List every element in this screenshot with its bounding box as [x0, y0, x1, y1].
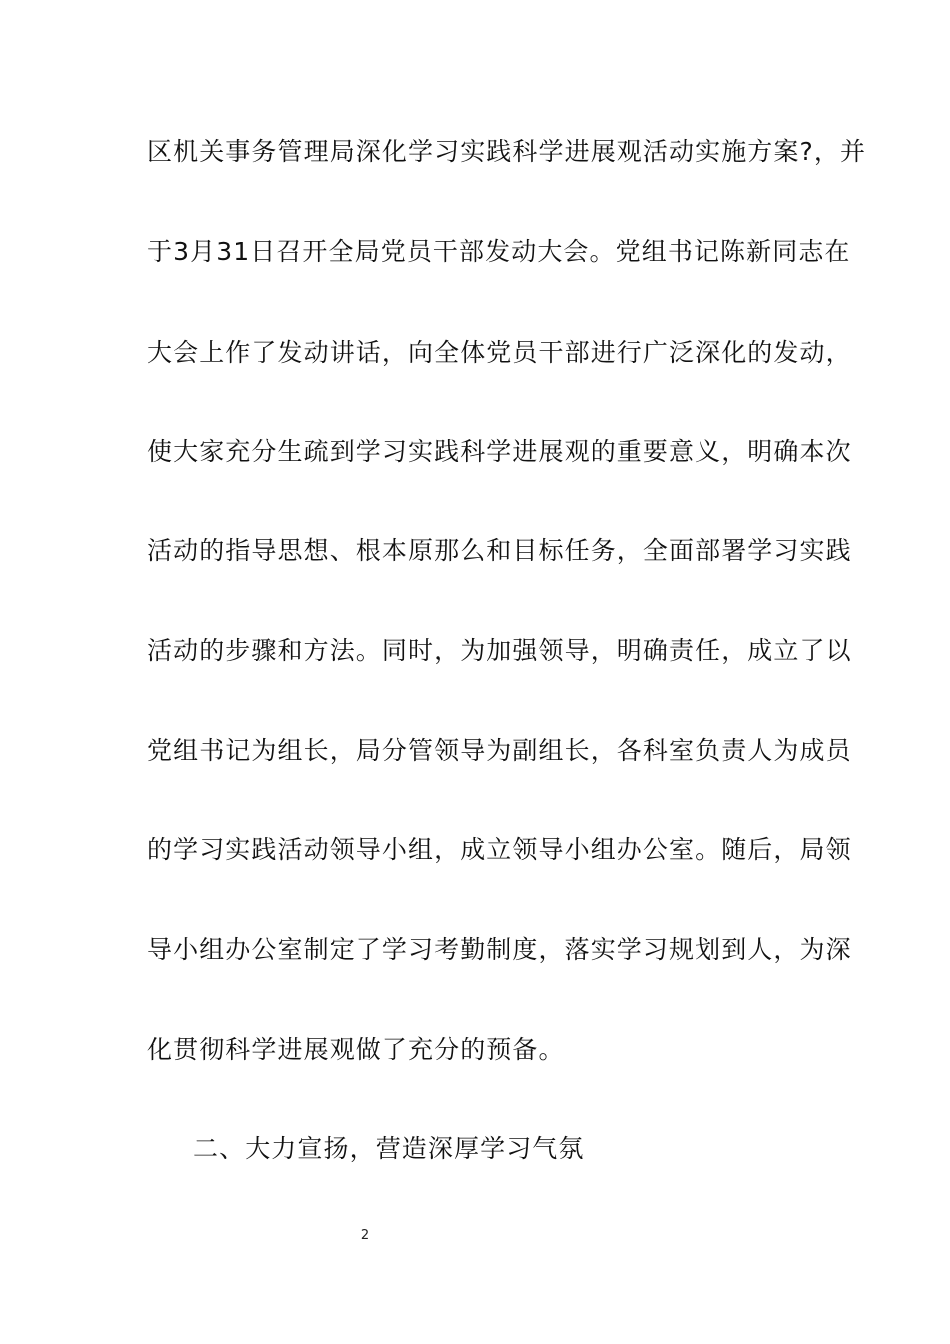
- body-text-line-10: 化贯彻科学进展观做了充分的预备。: [147, 1035, 565, 1064]
- page-number: 2: [360, 1228, 370, 1243]
- body-text-line-9: 导小组办公室制定了学习考勤制度，落实学习规划到人，为深: [147, 935, 852, 964]
- body-text-line-8: 的学习实践活动领导小组，成立领导小组办公室。随后，局领: [147, 835, 852, 864]
- body-text-line-1: 区机关事务管理局深化学习实践科学进展观活动实施方案?，并: [147, 137, 867, 166]
- body-text-line-5: 活动的指导思想、根本原那么和目标任务，全面部署学习实践: [147, 536, 852, 565]
- body-text-line-7: 党组书记为组长，局分管领导为副组长，各科室负责人为成员: [147, 736, 852, 765]
- body-text-line-4: 使大家充分生疏到学习实践科学进展观的重要意义，明确本次: [147, 437, 852, 466]
- section-heading: 二、大力宣扬，营造深厚学习气氛: [193, 1134, 585, 1163]
- body-text-line-2: 于3月31日召开全局党员干部发动大会。党组书记陈新同志在: [147, 237, 851, 266]
- body-text-line-3: 大会上作了发动讲话，向全体党员干部进行广泛深化的发动，: [147, 338, 852, 367]
- body-text-line-6: 活动的步骤和方法。同时，为加强领导，明确责任，成立了以: [147, 636, 852, 665]
